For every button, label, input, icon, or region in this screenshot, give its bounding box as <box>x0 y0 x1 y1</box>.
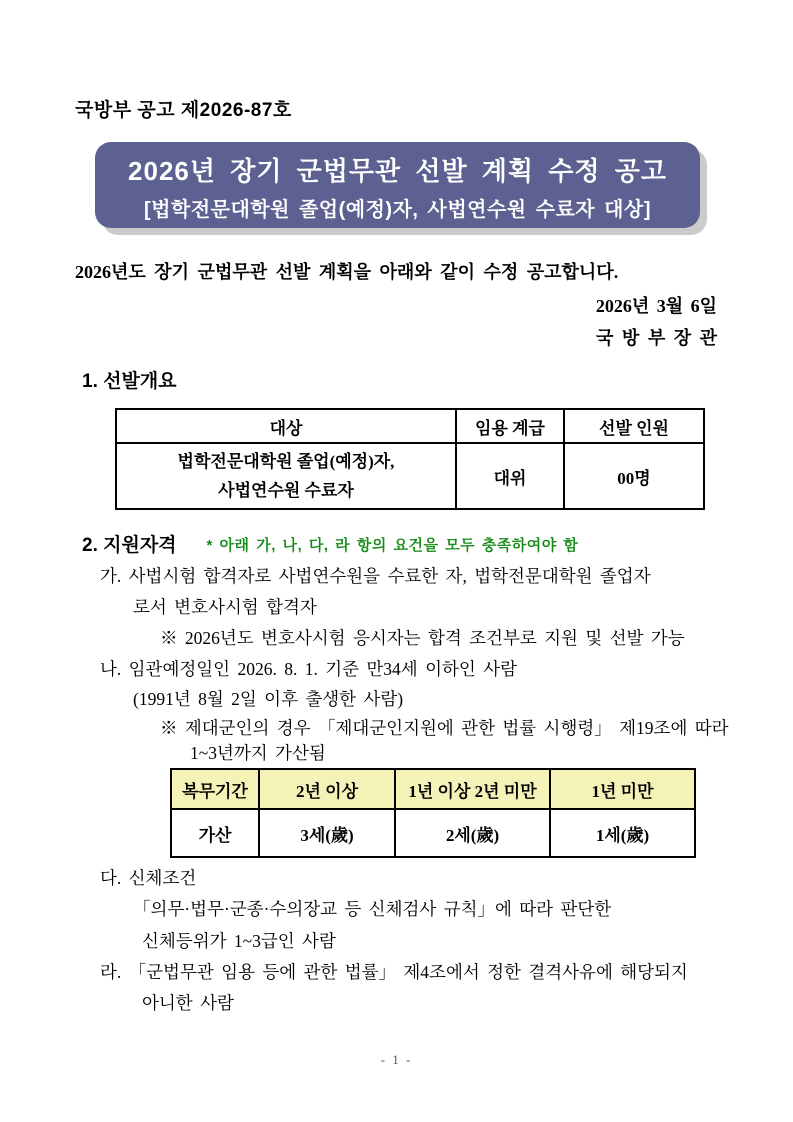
cell-bonus-label: 가산 <box>171 809 259 857</box>
cell-rank: 대위 <box>456 443 564 509</box>
section1-heading: 1. 선발개요 <box>82 371 177 392</box>
table-header-row <box>171 769 695 809</box>
service-period-bonus-table <box>170 768 696 858</box>
table-row <box>171 809 695 857</box>
intro-sentence: 2026년도 장기 군법무관 선발 계획을 아래와 같이 수정 공고합니다. <box>75 262 619 282</box>
item-da-line2: 「의무·법무·군종·수의장교 등 신체검사 규칙」에 따라 판단한 <box>133 899 612 919</box>
signer-minister: 국 방 부 장 관 <box>596 328 719 348</box>
cell-bonus-2yr: 2세(歲) <box>395 809 550 857</box>
header-target: 대상 <box>116 409 456 443</box>
item-ga-reference-note: ※ 2026년도 변호사시험 응시자는 합격 조건부로 지원 및 선발 가능 <box>160 628 685 648</box>
notice-number: 국방부 공고 제2026-87호 <box>75 100 292 121</box>
header-count: 선발 인원 <box>564 409 704 443</box>
section2-heading: 2. 지원자격 <box>82 535 177 556</box>
cell-target-line1: 법학전문대학원 졸업(예정)자, <box>177 452 395 471</box>
title-line-2: [법학전문대학원 졸업(예정)자, 사법연수원 수료자 대상] <box>144 199 651 221</box>
item-ga-line2: 로서 변호사시험 합격자 <box>133 597 317 617</box>
item-ra-line2: 아니한 사람 <box>142 993 234 1013</box>
cell-target-line2: 사법연수원 수료자 <box>218 481 354 500</box>
header-2yr-plus: 2년 이상 <box>259 769 395 809</box>
title-banner <box>95 142 700 228</box>
header-under-1yr: 1년 미만 <box>550 769 695 809</box>
cell-count: 00명 <box>564 443 704 509</box>
table-header-row <box>116 409 704 443</box>
header-rank: 임용 계급 <box>456 409 564 443</box>
item-na-line1: 나. 임관예정일인 2026. 8. 1. 기준 만34세 이하인 사람 <box>100 659 517 679</box>
item-na-line2: (1991년 8월 2일 이후 출생한 사람) <box>133 689 404 709</box>
title-line-1: 2026년 장기 군법무관 선발 계획 수정 공고 <box>128 156 667 186</box>
cell-bonus-3yr: 3세(歲) <box>259 809 395 857</box>
cell-target <box>116 443 456 509</box>
item-da-line1: 다. 신체조건 <box>100 868 197 888</box>
announcement-date: 2026년 3월 6일 <box>595 296 717 316</box>
item-da-line3: 신체등위가 1~3급인 사람 <box>142 931 336 951</box>
section2-heading-row <box>82 530 578 557</box>
item-na-reference-note-line1: ※ 제대군인의 경우 「제대군인지원에 관한 법률 시행령」 제19조에 따라 <box>160 718 729 738</box>
table-row <box>116 443 704 509</box>
header-service-period: 복무기간 <box>171 769 259 809</box>
page-number: - 1 - <box>380 1052 413 1067</box>
item-na-reference-note-line2: 1~3년까지 가산됨 <box>190 743 326 763</box>
cell-bonus-1yr: 1세(歲) <box>550 809 695 857</box>
selection-overview-table <box>115 408 705 510</box>
header-1to2yr: 1년 이상 2년 미만 <box>395 769 550 809</box>
section2-requirement-note: * 아래 가, 나, 다, 라 항의 요건을 모두 충족하여야 함 <box>206 537 579 554</box>
item-ra-line1: 라. 「군법무관 임용 등에 관한 법률」 제4조에서 정한 결격사유에 해당되지 <box>100 962 688 982</box>
item-ga-line1: 가. 사법시험 합격자로 사법연수원을 수료한 자, 법학전문대학원 졸업자 <box>100 566 651 586</box>
